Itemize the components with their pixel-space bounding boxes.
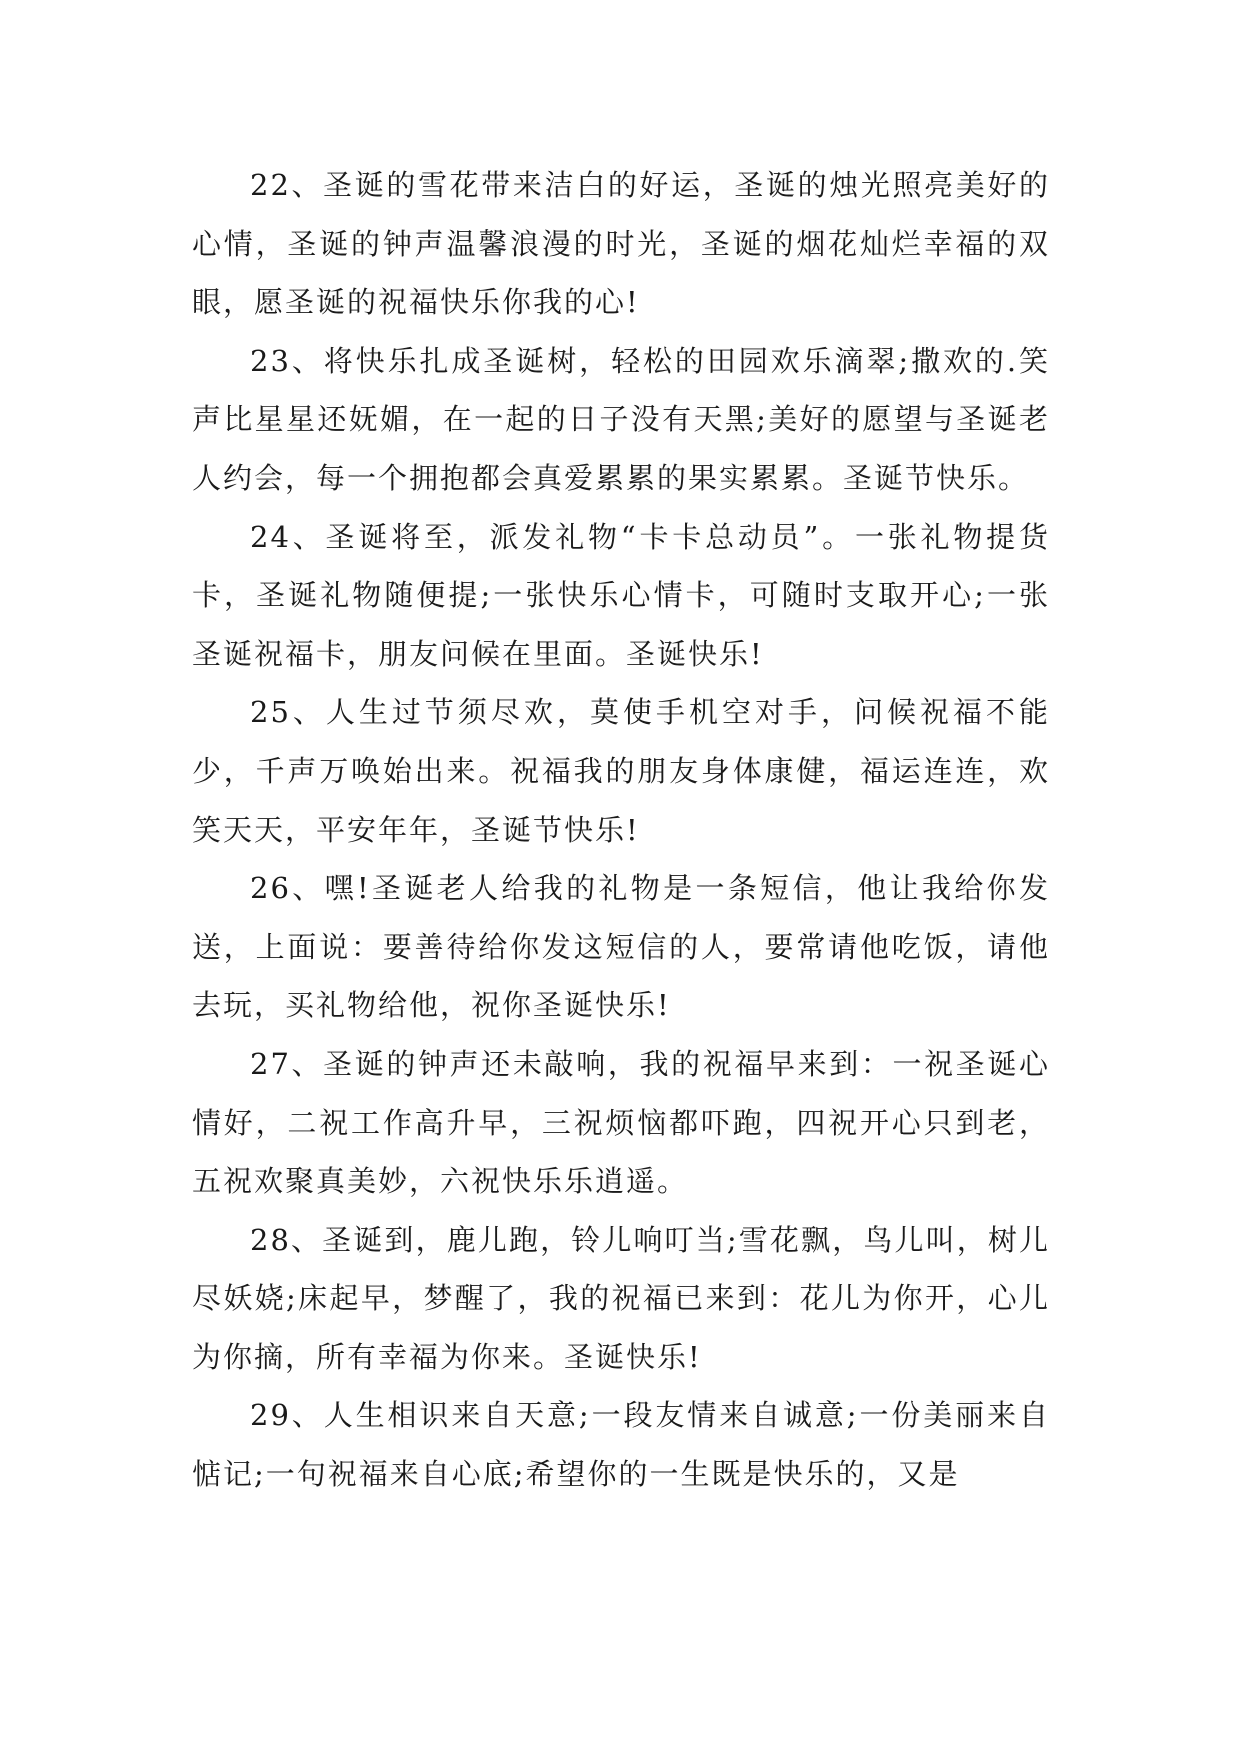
paragraph-24: 24、圣诞将至，派发礼物“卡卡总动员”。一张礼物提货卡，圣诞礼物随便提;一张快乐心情卡，可随时支取开心;一张圣诞祝福卡，朋友问候在里面。圣诞快乐! [192, 519, 1050, 671]
paragraph-29: 29、人生相识来自天意;一段友情来自诚意;一份美丽来自惦记;一句祝福来自心底;希望你的一生既是快乐的，又是 [192, 1398, 1050, 1492]
paragraph-25: 25、人生过节须尽欢，莫使手机空对手，问候祝福不能少，千声万唤始出来。祝福我的朋友身体康健，福运连连，欢笑天天，平安年年，圣诞节快乐! [192, 695, 1050, 847]
paragraph-28: 28、圣诞到，鹿儿跑，铃儿响叮当;雪花飘，鸟儿叫，树儿尽妖娆;床起早，梦醒了，我的祝福已来到：花儿为你开，心儿为你摘，所有幸福为你来。圣诞快乐! [192, 1222, 1050, 1374]
document-body [192, 156, 1050, 1504]
paragraph-27: 27、圣诞的钟声还未敲响，我的祝福早来到：一祝圣诞心情好，二祝工作高升早，三祝烦恼都吓跑，四祝开心只到老，五祝欢聚真美妙，六祝快乐乐逍遥。 [192, 1046, 1050, 1199]
paragraph-26: 26、嘿!圣诞老人给我的礼物是一条短信，他让我给你发送，上面说：要善待给你发这短信的人，要常请他吃饭，请他去玩，买礼物给他，祝你圣诞快乐! [192, 871, 1050, 1023]
paragraph-22: 22、圣诞的雪花带来洁白的好运，圣诞的烛光照亮美好的心情，圣诞的钟声温馨浪漫的时光，圣诞的烟花灿烂幸福的双眼，愿圣诞的祝福快乐你我的心! [192, 168, 1050, 320]
paragraph-23: 23、将快乐扎成圣诞树，轻松的田园欢乐滴翠;撒欢的.笑声比星星还妩媚，在一起的日子没有天黑;美好的愿望与圣诞老人约会，每一个拥抱都会真爱累累的果实累累。圣诞节快乐。 [192, 343, 1050, 495]
